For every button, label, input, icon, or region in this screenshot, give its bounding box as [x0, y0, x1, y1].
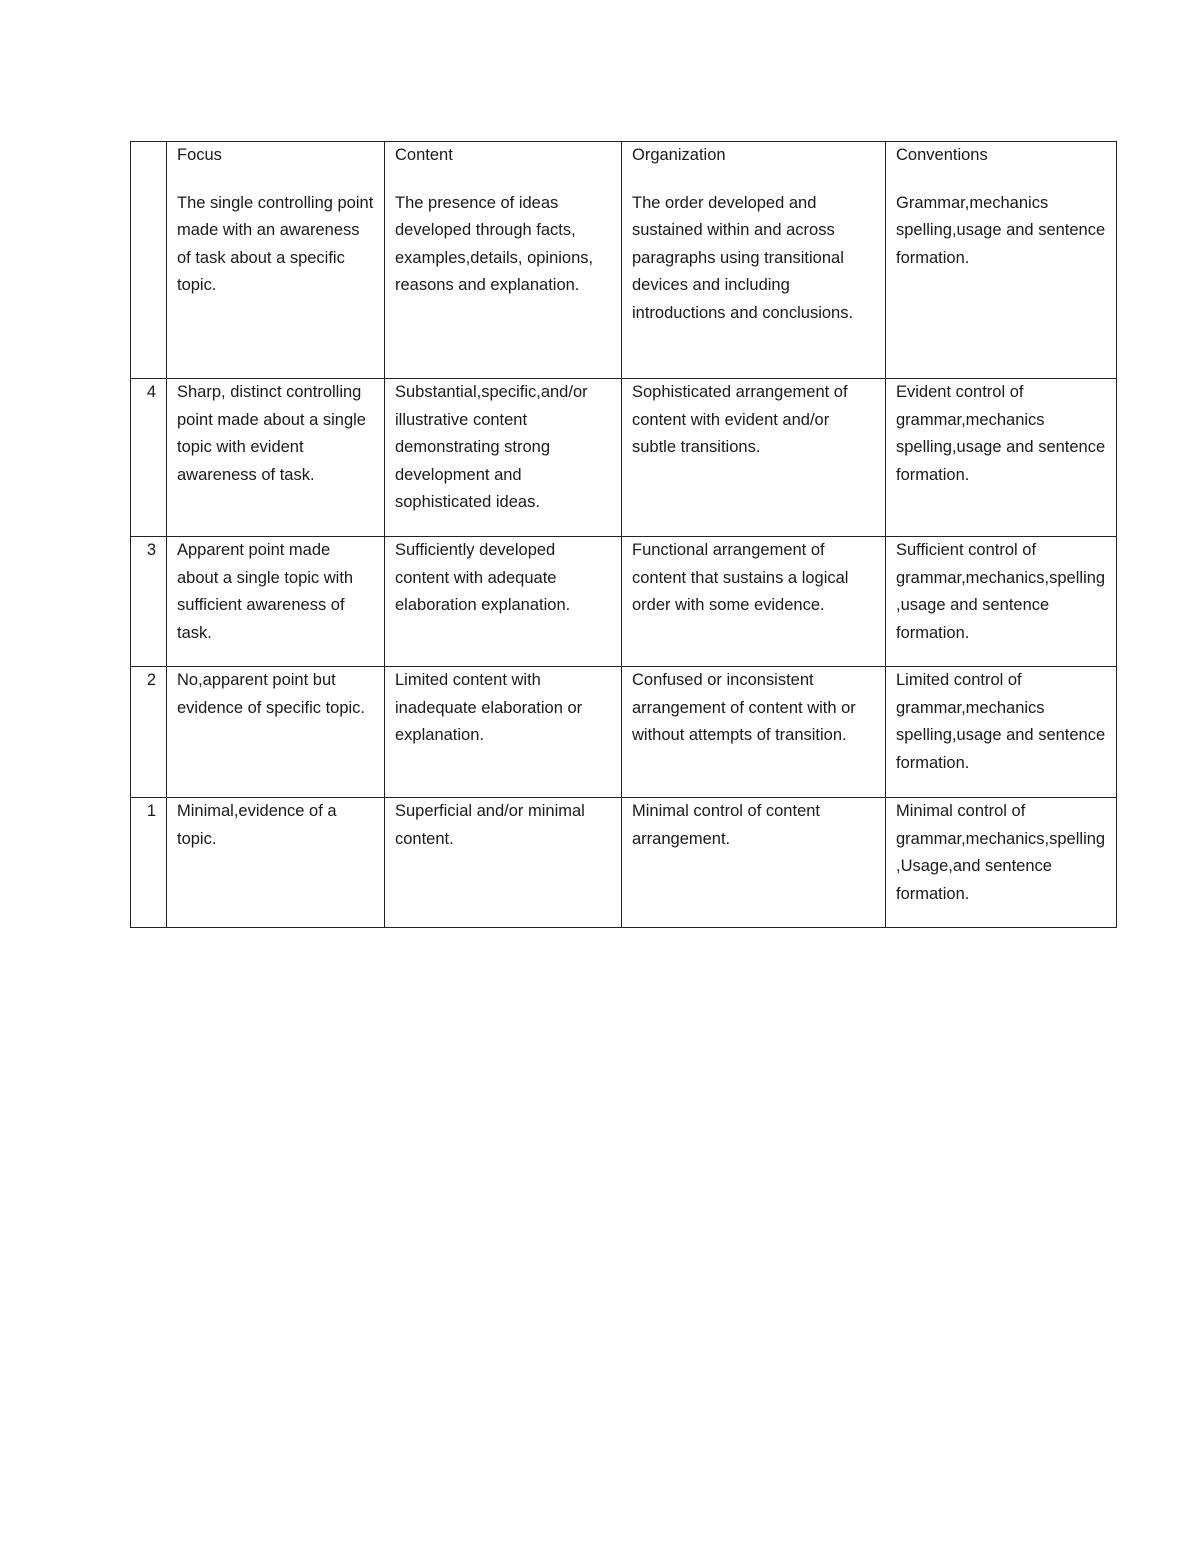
organization-cell: Functional arrangement of content that sustains a logical order with some evidence. [622, 537, 886, 667]
organization-cell: Minimal control of content arrangement. [622, 798, 886, 928]
header-cell-conventions [886, 142, 1117, 379]
score-row-1 [131, 798, 1117, 928]
rubric-table [130, 141, 1117, 928]
content-cell: Limited content with inadequate elaboration or explanation. [385, 667, 622, 798]
header-title: Conventions [896, 146, 988, 164]
score-row-3 [131, 537, 1117, 667]
header-description: The single controlling point made with an awareness of task about a specific topic. [177, 193, 374, 294]
header-cell-content [385, 142, 622, 379]
header-description: Grammar,mechanics spelling,usage and sentence formation. [896, 193, 1106, 267]
corner-cell [131, 142, 167, 379]
score-row-4 [131, 379, 1117, 537]
header-row [131, 142, 1117, 379]
focus-cell: Apparent point made about a single topic with sufficient awareness of task. [167, 537, 385, 667]
focus-cell: Sharp, distinct controlling point made about a single topic with evident awareness of task. [167, 379, 385, 537]
header-description: The order developed and sustained within and across paragraphs using transitional devices and including introductions and conclusions. [632, 193, 854, 322]
header-title: Organization [632, 146, 726, 164]
organization-cell: Confused or inconsistent arrangement of content with or without attempts of transition. [622, 667, 886, 798]
focus-cell: Minimal,evidence of a topic. [167, 798, 385, 928]
header-title: Focus [177, 146, 222, 164]
conventions-cell: Minimal control of grammar,mechanics,spelling,Usage,and sentence formation. [886, 798, 1117, 928]
organization-cell: Sophisticated arrangement of content with evident and/or subtle transitions. [622, 379, 886, 537]
content-cell: Substantial,specific,and/or illustrative content demonstrating strong development and sophisticated ideas. [385, 379, 622, 537]
conventions-cell: Evident control of grammar,mechanics spelling,usage and sentence formation. [886, 379, 1117, 537]
score-row-2 [131, 667, 1117, 798]
header-cell-focus [167, 142, 385, 379]
header-cell-organization [622, 142, 886, 379]
header-description: The presence of ideas developed through facts, examples,details, opinions, reasons and explanation. [395, 193, 594, 294]
score-cell: 4 [131, 379, 167, 537]
conventions-cell: Limited control of grammar,mechanics spelling,usage and sentence formation. [886, 667, 1117, 798]
content-cell: Sufficiently developed content with adequate elaboration explanation. [385, 537, 622, 667]
conventions-cell: Sufficient control of grammar,mechanics,spelling,usage and sentence formation. [886, 537, 1117, 667]
score-cell: 1 [131, 798, 167, 928]
score-cell: 3 [131, 537, 167, 667]
header-title: Content [395, 146, 453, 164]
focus-cell: No,apparent point but evidence of specific topic. [167, 667, 385, 798]
score-cell: 2 [131, 667, 167, 798]
content-cell: Superficial and/or minimal content. [385, 798, 622, 928]
